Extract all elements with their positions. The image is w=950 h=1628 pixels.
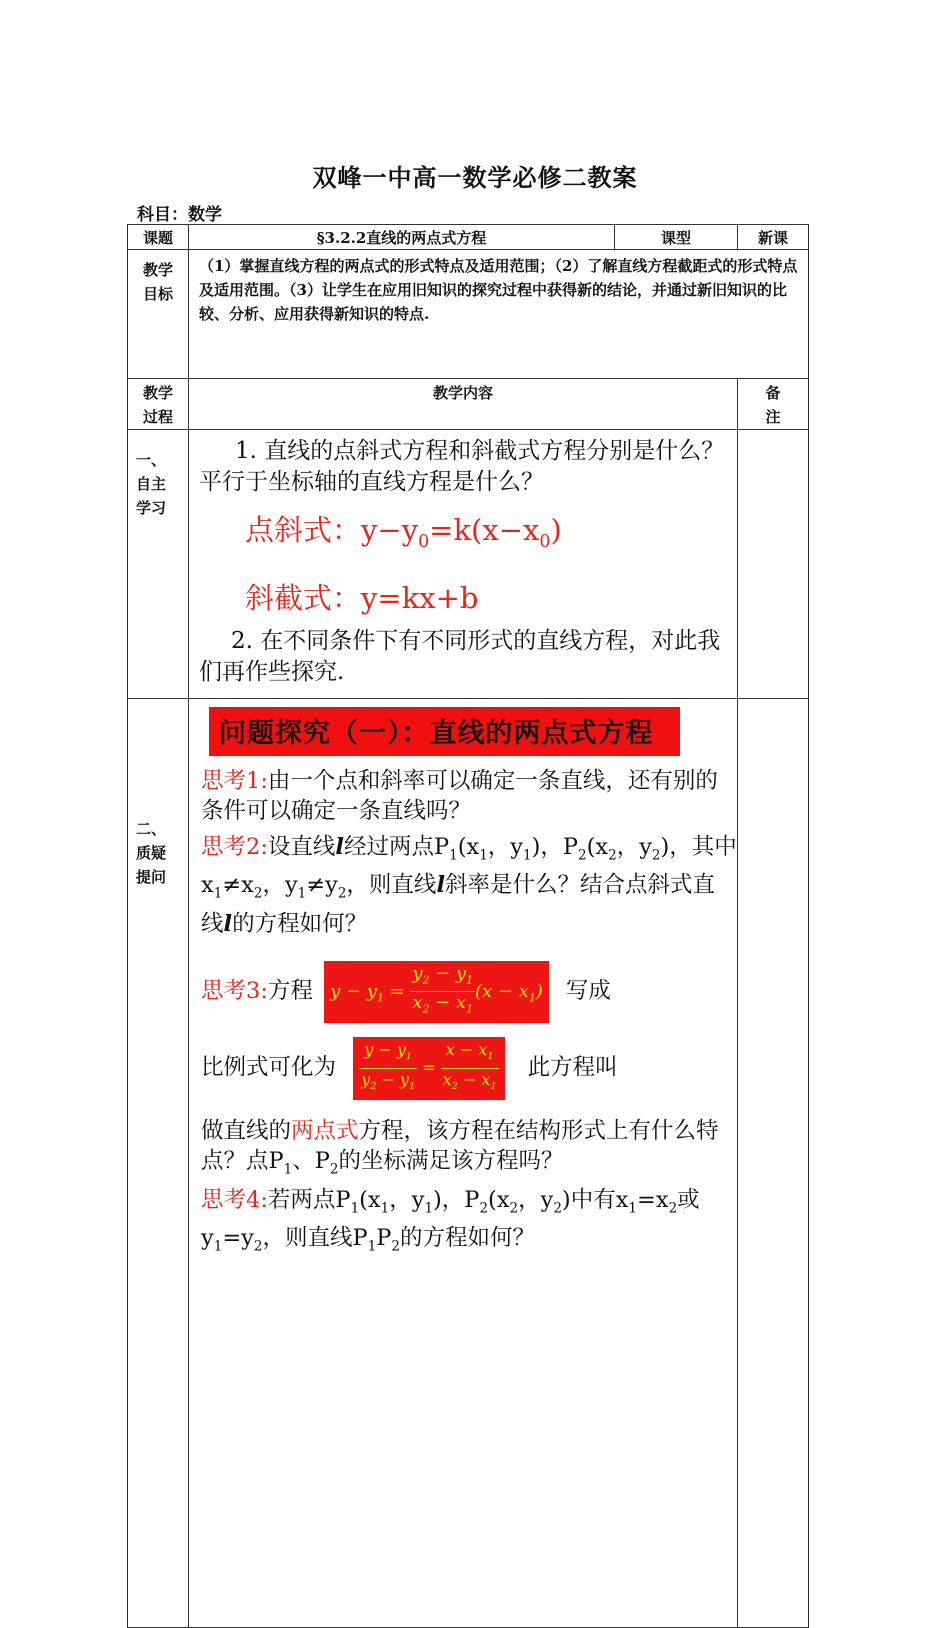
think-1: 思考1:由一个点和斜率可以确定一条直线，还有别的条件可以确定一条直线吗？: [201, 767, 718, 824]
section2-content: [189, 698, 738, 1627]
think-2: 思考2:设直线l经过两点$P_1(x_1$，$y_1$)，$P_2(x_2$，$y_2$)，其中$x_1\ne x_2$，$y_1\ne y_2$，则直线l斜率是什么？结合点斜式直线l的方程如何？: [201, 833, 737, 937]
subject-line: 科目：数学: [137, 205, 222, 225]
think-3: 思考3:方程 $y - y_1$ = $\frac{y_2 - y_1}{x_2 - x_1}$ $(x - x_1)$ 写成: [189, 961, 737, 1023]
think-4: 思考4:若两点$P_1(x_1$，$y_1$)，$P_2(x_2$，$y_2$)中有$x_1=x_2$或$y_1=y_2$，则直线$P_1P_2$的方程如何？: [201, 1186, 700, 1255]
two-point-equation-box: $y - y_1$ = $\frac{y_2 - y_1}{x_2 - x_1}$ $(x - x_1)$: [324, 961, 549, 1023]
section2-label: 二、 质疑 提问: [128, 698, 189, 1627]
section1-notes: [738, 430, 809, 699]
header-row: [128, 225, 809, 250]
process-label: 教学 过程: [128, 379, 189, 430]
goals-label: 教学 目标: [128, 250, 189, 379]
section1-label: 一、 自主 学习: [128, 430, 189, 699]
section1-row: [128, 430, 809, 699]
slope-intercept-formula: 斜截式：y=kx+b: [245, 580, 479, 615]
notes-label: 备 注: [738, 379, 809, 430]
type-label: 课型: [615, 225, 738, 250]
type-value: 新课: [738, 225, 809, 250]
lesson-plan-table: [127, 224, 809, 1628]
goals-text: （1）掌握直线方程的两点式的形式特点及适用范围；（2）了解直线方程截距式的形式特点及适用范围。（3）让学生在应用旧知识的探究过程中获得新的结论，并通过新旧知识的比较、分析、应用获得新知识的特点.: [189, 250, 809, 379]
proportion-equation-box: $\frac{y - y_1}{y_2 - y_1}$ = $\frac{x - x_1}{x_2 - x_1}$: [353, 1037, 504, 1100]
question-1: 1. 直线的点斜式方程和斜截式方程分别是什么？平行于坐标轴的直线方程是什么？: [199, 438, 725, 495]
section2-notes: [738, 698, 809, 1627]
think-3-proportion: 比例式可化为 $\frac{y - y_1}{y_2 - y_1}$ = $\frac{x - x_1}{x_2 - x_1}$ 此方程叫: [189, 1037, 737, 1100]
topic-value: §3.2.2直线的两点式方程: [189, 225, 615, 250]
process-header-row: [128, 379, 809, 430]
section1-content: [189, 430, 738, 699]
think-3-question: 做直线的两点式方程，该方程在结构形式上有什么特点？点$P_1$、$P_2$的坐标满足该方程吗？: [201, 1118, 719, 1178]
question-2: 2. 在不同条件下有不同形式的直线方程，对此我们再作些探究.: [199, 627, 721, 685]
document-title: 双峰一中高一数学必修二教案: [312, 163, 638, 192]
section2-row: [128, 698, 809, 1627]
goals-row: [128, 250, 809, 379]
inquiry-banner: 问题探究（一）：直线的两点式方程: [209, 707, 680, 756]
topic-label: 课题: [128, 225, 189, 250]
point-slope-formula: 点斜式：$y-y_0=k(x-x_0)$: [245, 513, 562, 552]
content-label: 教学内容: [189, 379, 738, 430]
